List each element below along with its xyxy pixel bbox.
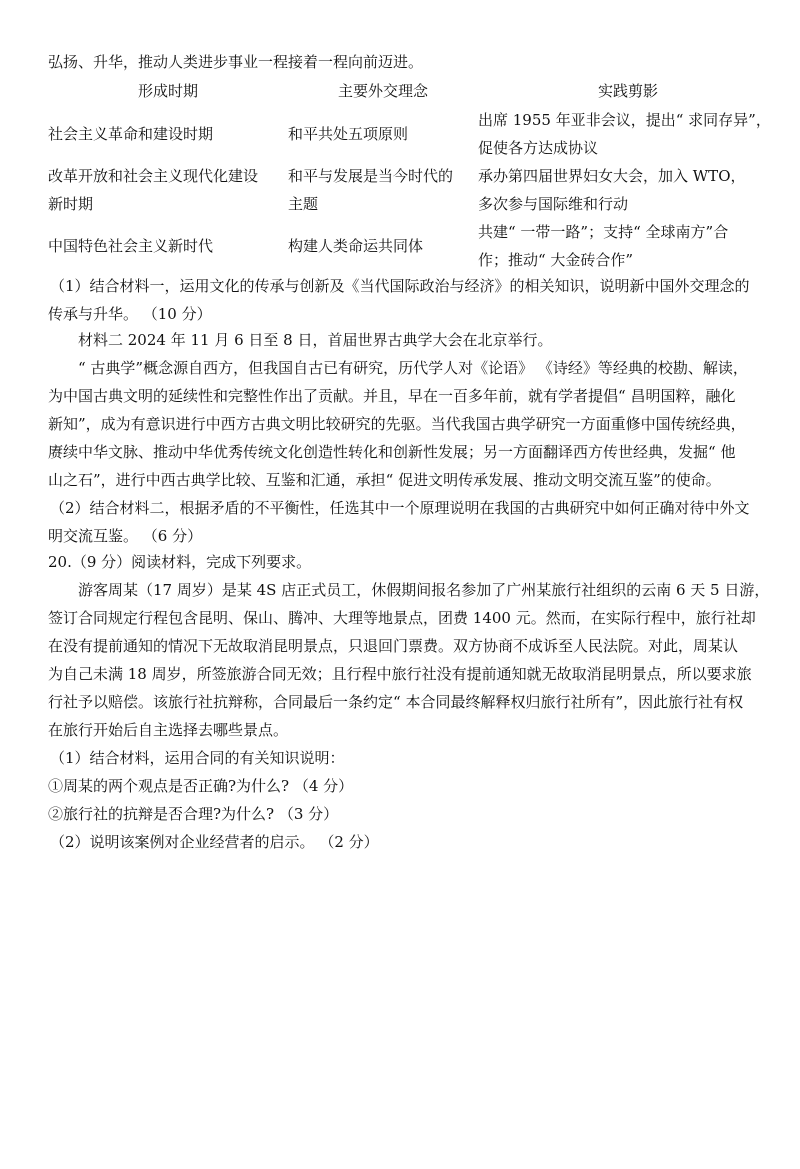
question-20-line: 签订合同规定行程包含昆明、保山、腾冲、大理等地景点，团费 1400 元。然而，在实际行程中，旅行社却 bbox=[48, 609, 756, 627]
question-20-line: 在旅行开始后自主选择去哪些景点。 bbox=[48, 721, 289, 739]
table-cell-concept bbox=[288, 162, 478, 218]
table-cell-concept: 构建人类命运共同体 bbox=[288, 237, 424, 255]
practice-line: 促使各方达成协议 bbox=[478, 139, 599, 157]
material-2-line: 赓续中华文脉、推动中华优秀传统文化创造性转化和创新性发展；另一方面翻译西方传世经典，发掘“ 他 bbox=[48, 443, 736, 461]
question-20-line: 在没有提前通知的情况下无故取消昆明景点，只退回门票费。双方协商不成诉至人民法院。对此，周某认 bbox=[48, 637, 739, 655]
material-2-title: 材料二 2024 年 11 月 6 日至 8 日，首届世界古典学大会在北京举行。 bbox=[78, 331, 553, 349]
intro-line: 弘扬、升华，推动人类进步事业一程接着一程向前迈进。 bbox=[48, 53, 424, 71]
practice-line: 出席 1955 年亚非会议，提出“ 求同存异”， bbox=[478, 111, 771, 129]
table-row bbox=[48, 106, 778, 162]
table-header-row bbox=[48, 76, 778, 106]
practice-line: 多次参与国际维和行动 bbox=[478, 195, 629, 213]
practice-line: 作；推动“ 大金砖合作” bbox=[478, 251, 634, 269]
practice-line: 共建“ 一带一路”；支持“ 全球南方”合 bbox=[478, 223, 729, 241]
question-2-line: 明交流互鉴。 （6 分） bbox=[48, 527, 203, 545]
table-cell-concept: 和平共处五项原则 bbox=[288, 125, 409, 143]
table-row bbox=[48, 162, 778, 218]
table-cell-period: 社会主义革命和建设时期 bbox=[48, 125, 214, 143]
table-header: 主要外交理念 bbox=[337, 82, 428, 100]
sub-question: （1）结合材料，运用合同的有关知识说明： bbox=[50, 749, 345, 767]
material-2-line: 山之石”，进行中西古典学比较、互鉴和汇通，承担“ 促进文明传承发展、推动文明交流互鉴”的使命。 bbox=[48, 471, 721, 489]
table-row bbox=[48, 218, 778, 274]
material-2-line: 为中国古典文明的延续性和完整性作出了贡献。并且，早在一百多年前，就有学者提倡“ 昌明国粹，融化 bbox=[48, 387, 736, 405]
table-header: 实践剪影 bbox=[597, 82, 658, 100]
question-20-line: 游客周某（17 周岁）是某 4S 店正式员工，休假期间报名参加了广州某旅行社组织的云南 6 天 5 日游， bbox=[78, 581, 770, 599]
question-1-line: （1）结合材料一，运用文化的传承与创新及《当代国际政治与经济》的相关知识，说明新中国外交理念的 bbox=[50, 277, 750, 295]
table-cell-period bbox=[48, 162, 288, 218]
question-20-line: 为自己未满 18 周岁，所签旅游合同无效；且行程中旅行社没有提前通知就无故取消昆明景点，所以要求旅 bbox=[48, 665, 752, 683]
sub-question: （2）说明该案例对企业经营者的启示。 （2 分） bbox=[50, 833, 379, 851]
sub-question: ②旅行社的抗辩是否合理?为什么? （3 分） bbox=[48, 805, 339, 823]
practice-line: 承办第四届世界妇女大会，加入 WTO， bbox=[478, 167, 746, 185]
concept-line: 和平与发展是当今时代的 bbox=[288, 167, 454, 185]
question-1-line: 传承与升华。 （10 分） bbox=[48, 305, 212, 323]
period-line: 改革开放和社会主义现代化建设 bbox=[48, 167, 259, 185]
table-header: 形成时期 bbox=[137, 82, 198, 100]
period-line: 新时期 bbox=[48, 195, 94, 213]
question-20-heading: 20.（9 分）阅读材料，完成下列要求。 bbox=[48, 553, 312, 571]
diplomacy-table bbox=[48, 76, 778, 274]
table-cell-practice bbox=[478, 106, 778, 162]
material-2-line: 新知”，成为有意识进行中西方古典文明比较研究的先驱。当代我国古典学研究一方面重修中国传统经典， bbox=[48, 415, 746, 433]
concept-line: 主题 bbox=[288, 195, 319, 213]
question-2-line: （2）结合材料二，根据矛盾的不平衡性，任选其中一个原理说明在我国的古典研究中如何正确对待中外文 bbox=[50, 499, 750, 517]
question-20-line: 行社予以赔偿。该旅行社抗辩称，合同最后一条约定“ 本合同最终解释权归旅行社所有”，因此旅行社有权 bbox=[48, 693, 744, 711]
table-cell-practice bbox=[478, 162, 778, 218]
table-cell-practice bbox=[478, 218, 778, 274]
table-cell-period: 中国特色社会主义新时代 bbox=[48, 237, 214, 255]
material-2-line: “ 古典学”概念源自西方，但我国自古已有研究，历代学人对《论语》 《诗经》等经典的校勘、解读， bbox=[78, 359, 748, 377]
sub-question: ①周某的两个观点是否正确?为什么? （4 分） bbox=[48, 777, 354, 795]
